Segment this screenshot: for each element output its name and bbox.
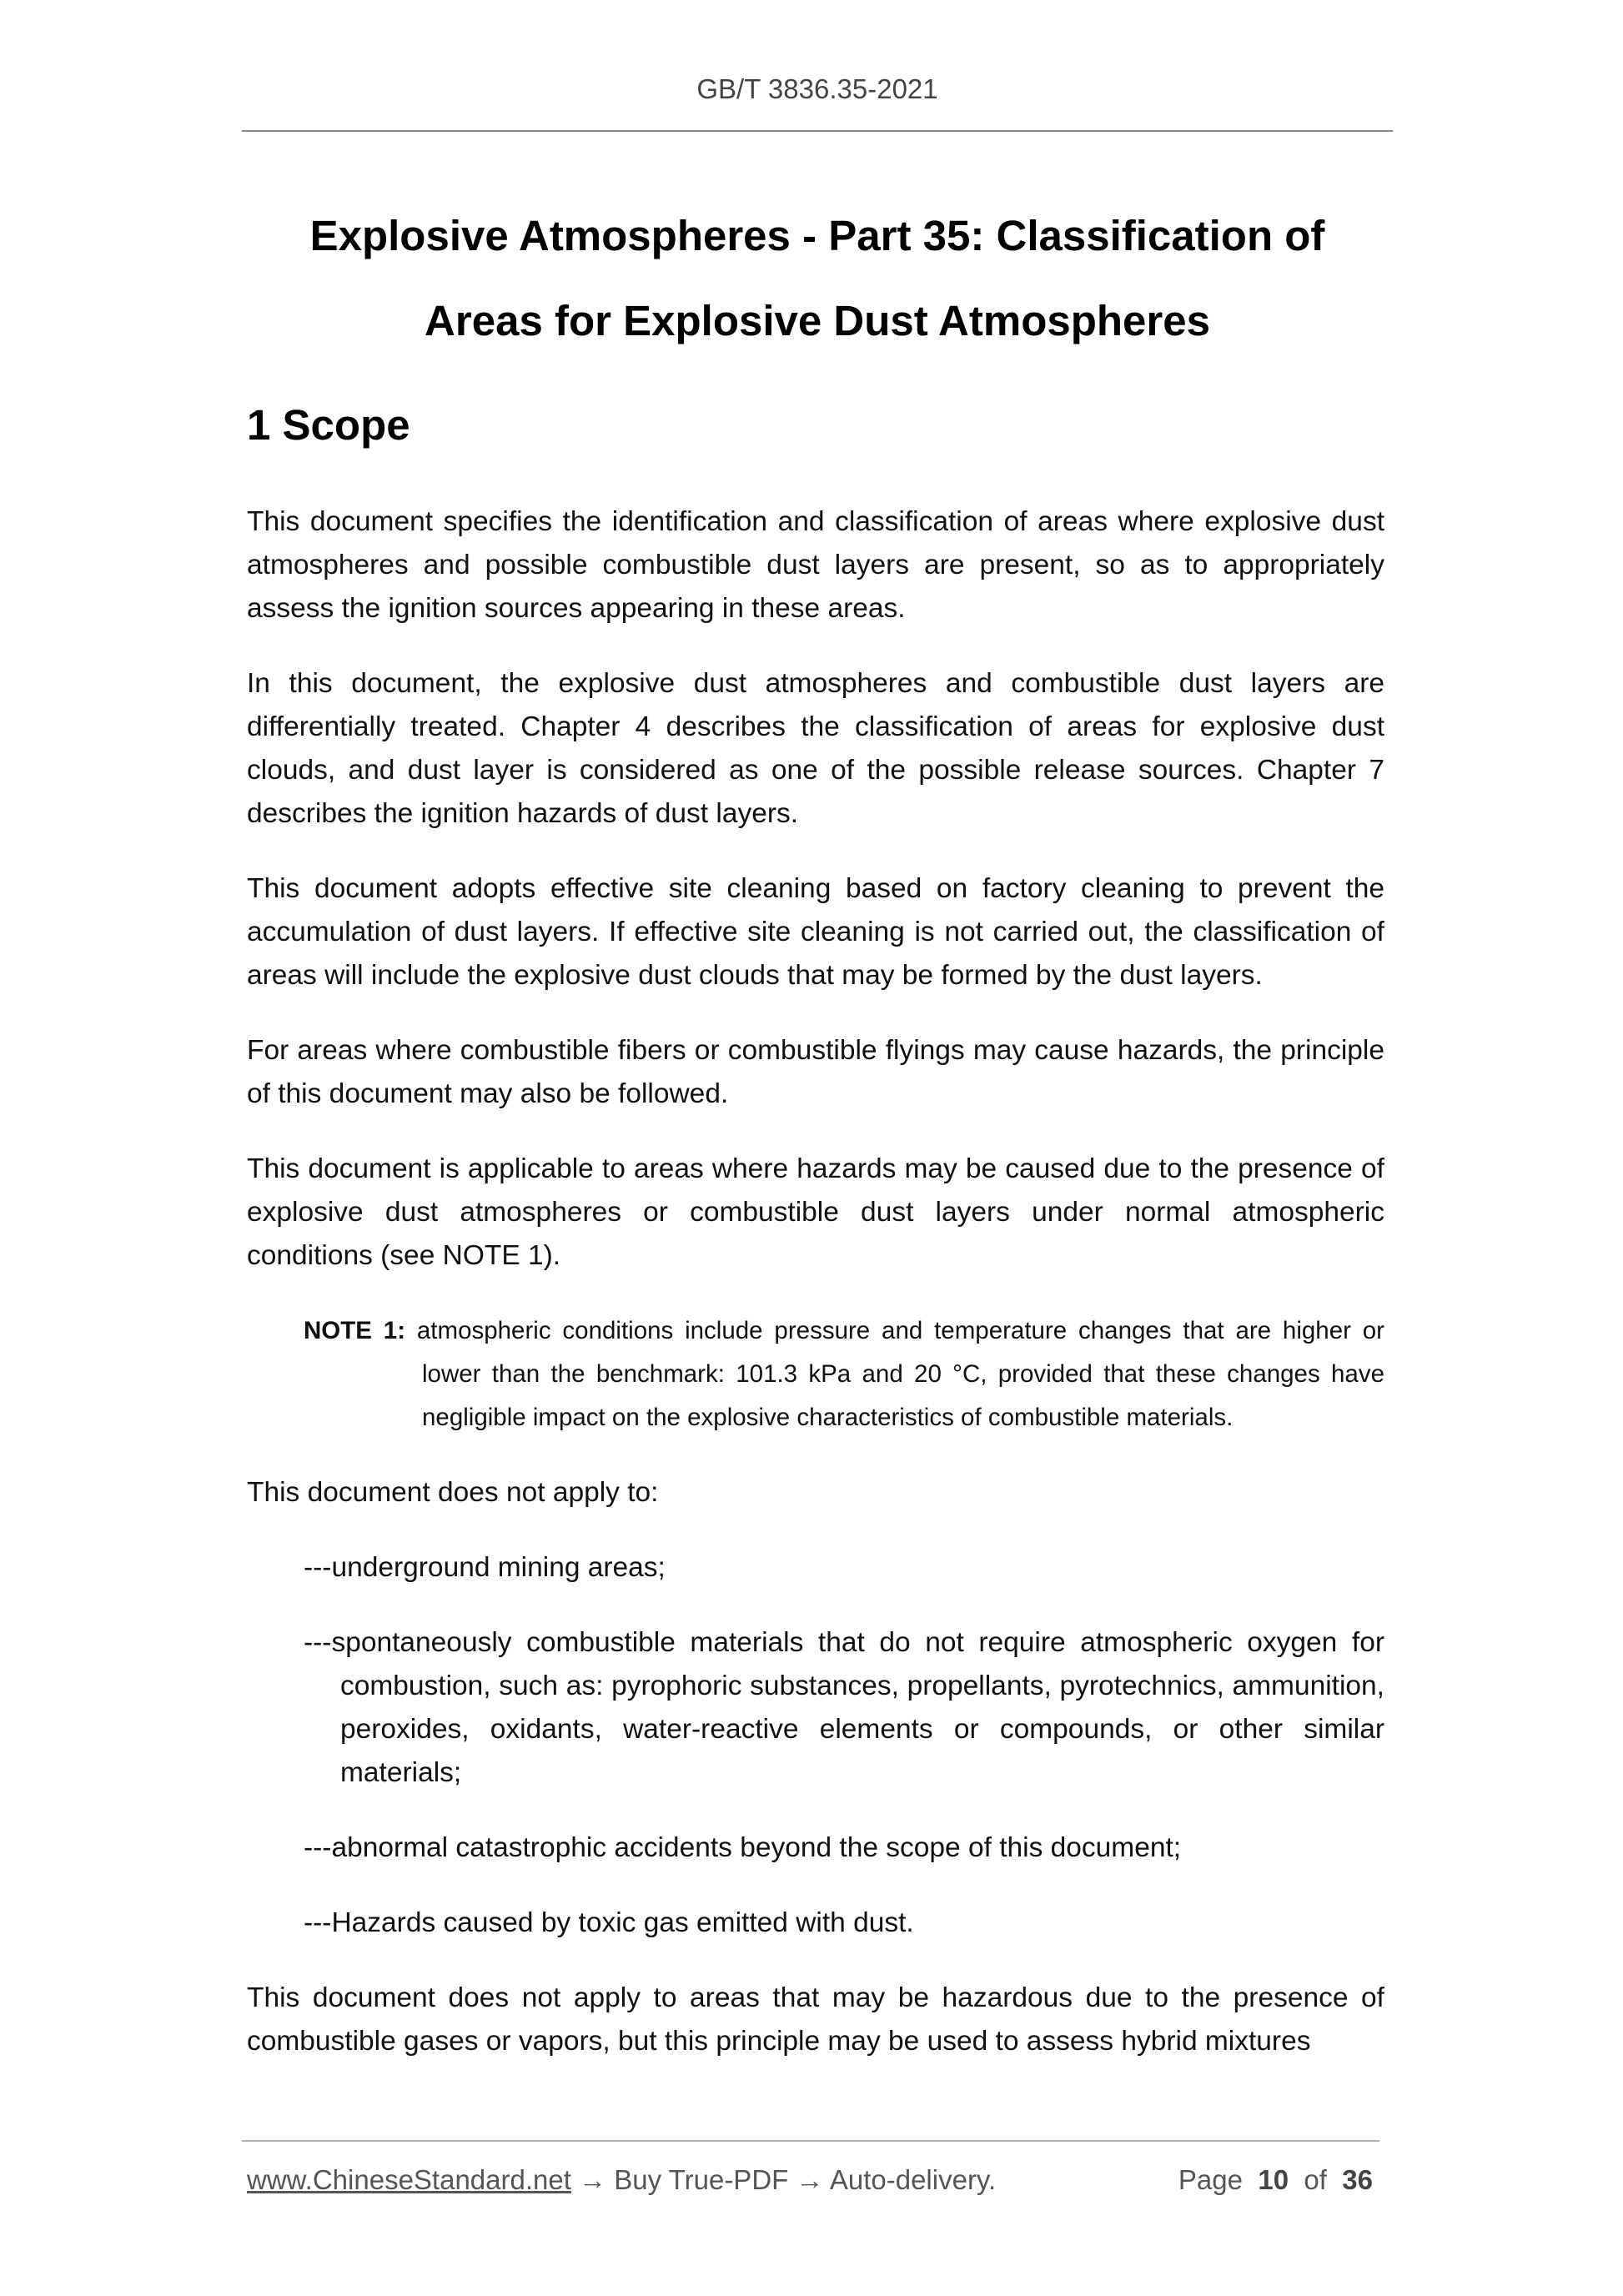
page-total: 36: [1342, 2164, 1373, 2195]
paragraph-3: This document adopts effective site cleaning based on factory cleaning to prevent the accumulation of dust layers. If effective site cleaning is not carried out, the classification of areas will include the explosive dust clouds that may be formed by the dust layers.: [247, 873, 1384, 991]
list-item: ---abnormal catastrophic accidents beyond the scope of this document;: [304, 1832, 1182, 1863]
page-current: 10: [1258, 2164, 1289, 2195]
list-item: ---underground mining areas;: [304, 1552, 666, 1583]
section-heading-scope: 1 Scope: [247, 401, 410, 449]
scope-body: [247, 500, 1384, 2063]
paragraph-5: This document is applicable to areas where hazards may be caused due to the presence of explosive dust atmospheres or combustible dust layers under normal atmospheric conditions (see NOTE 1).: [247, 1153, 1384, 1271]
not-apply-intro: This document does not apply to:: [247, 1477, 659, 1508]
header-divider: [242, 130, 1393, 132]
site-link[interactable]: www.ChineseStandard.net: [247, 2164, 571, 2195]
title-line-1: Explosive Atmospheres - Part 35: Classification of: [309, 212, 1325, 259]
title-line-2: Areas for Explosive Dust Atmospheres: [425, 297, 1210, 344]
arrow-right-icon: →: [796, 2164, 824, 2195]
note-label: NOTE 1:: [304, 1317, 406, 1344]
page-footer: [247, 2164, 1373, 2196]
paragraph-1: This document specifies the identification and classification of areas where explosive dust atmospheres and possible combustible dust layers are present, so as to appropriately assess the ignition sources appearing in these areas.: [247, 506, 1384, 624]
document-number-header: GB/T 3836.35-2021: [696, 73, 938, 104]
arrow-right-icon: →: [579, 2164, 607, 2195]
list-item: ---spontaneously combustible materials that do not require atmospheric oxygen for combustion, such as: pyrophoric substances, propellants, pyrotechnics, ammunition, peroxides, oxidants, water-reactive elements or compounds, or other similar materials;: [304, 1627, 1384, 1788]
footer-divider: [242, 2140, 1379, 2142]
document-title: [242, 193, 1393, 364]
note-text: atmospheric conditions include pressure and temperature changes that are higher or lower than the benchmark: 101.3 kPa and 20 °C, provided that these changes have negligible impact on the explosive characteristics of combustible materials.: [416, 1317, 1385, 1431]
list-item: ---Hazards caused by toxic gas emitted with dust.: [304, 1907, 914, 1938]
paragraph-2: In this document, the explosive dust atmospheres and combustible dust layers are differentially treated. Chapter 4 describes the classification of areas for explosive dust clouds, and dust layer is considered as one of the possible release sources. Chapter 7 describes the ignition hazards of dust layers.: [247, 668, 1384, 829]
page-label: Page: [1178, 2164, 1243, 2195]
buy-true-pdf-text: Buy True-PDF: [614, 2164, 789, 2195]
page-indicator: [1178, 2164, 1373, 2196]
auto-delivery-text: Auto-delivery.: [829, 2164, 997, 2195]
of-label: of: [1304, 2164, 1327, 2195]
final-paragraph: This document does not apply to areas that may be hazardous due to the presence of combustible gases or vapors, but this principle may be used to assess hybrid mixtures: [247, 1982, 1384, 2057]
note-1: [304, 1309, 1384, 1439]
paragraph-4: For areas where combustible fibers or combustible flyings may cause hazards, the principle of this document may also be followed.: [247, 1035, 1384, 1109]
